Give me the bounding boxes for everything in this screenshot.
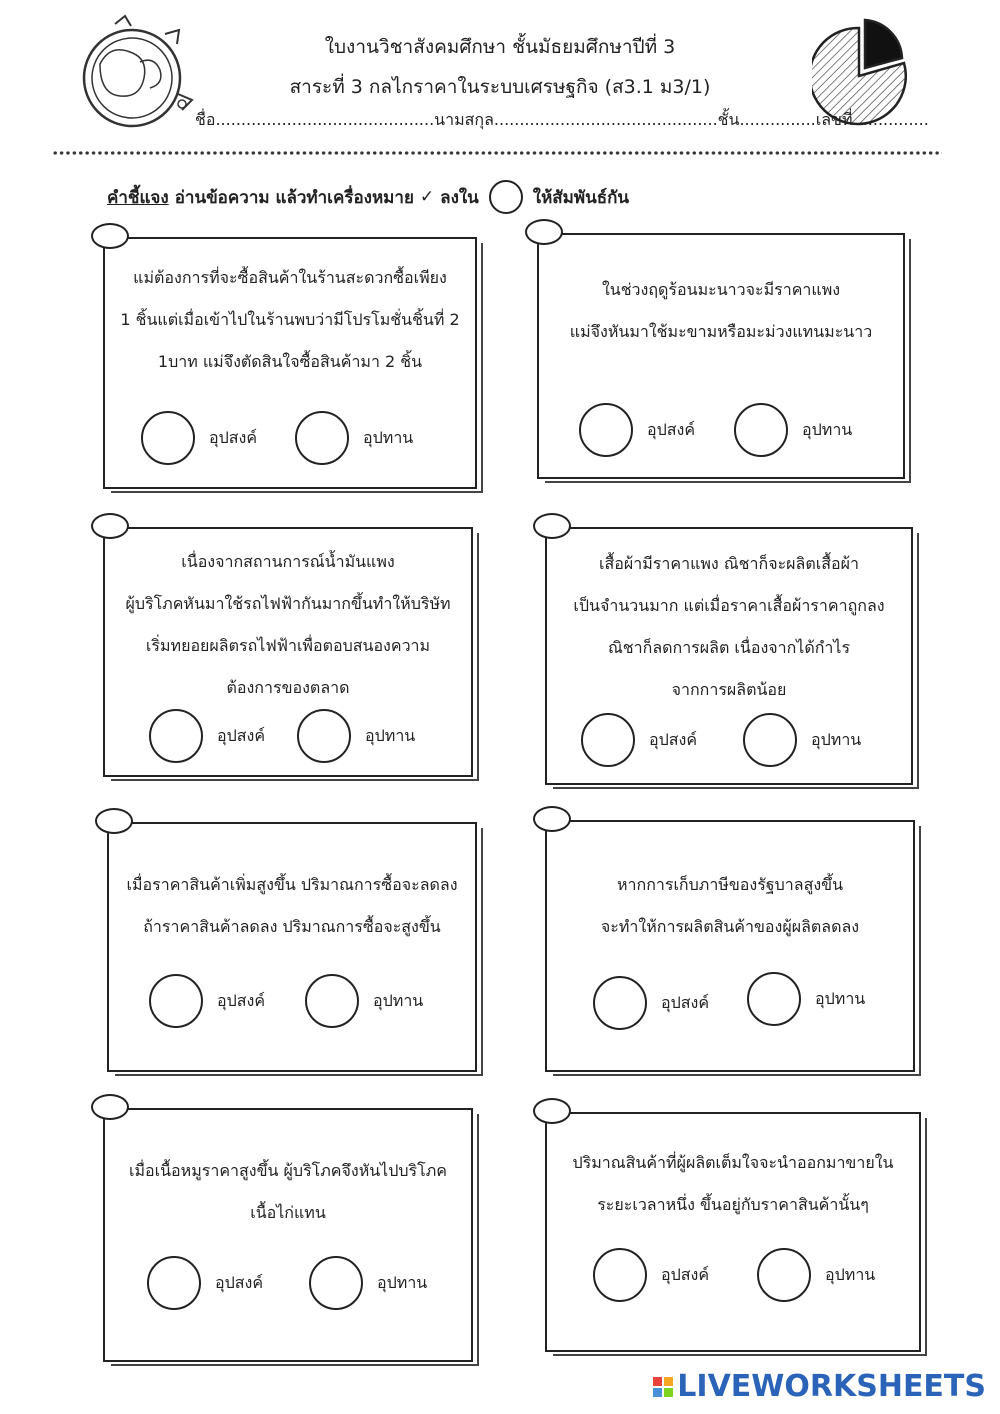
- question-card-8: [545, 1112, 921, 1352]
- answer-circle[interactable]: [295, 411, 349, 465]
- card-text: ในช่วงฤดูร้อนมะนาวจะมีราคาแพง แม่จึงหันมาใช้มะขามหรือมะม่วงแทนมะนาว: [569, 280, 873, 341]
- bubble-icon: [533, 806, 571, 832]
- instruction-text: อ่านข้อความ แล้วทำเครื่องหมาย: [174, 187, 414, 208]
- answer-circle[interactable]: [757, 1248, 811, 1302]
- answer-circle[interactable]: [734, 403, 788, 457]
- instruction-into: ลงใน: [440, 187, 479, 208]
- option-supply[interactable]: อุปทาน: [297, 709, 415, 763]
- bubble-icon: [533, 513, 571, 539]
- instruction: [107, 180, 629, 214]
- option-supply[interactable]: อุปทาน: [757, 1248, 875, 1302]
- option-demand[interactable]: อุปสงค์: [581, 713, 697, 767]
- bubble-icon: [95, 808, 133, 834]
- answer-circle[interactable]: [141, 411, 195, 465]
- answer-circle[interactable]: [149, 709, 203, 763]
- card-text: แม่ต้องการที่จะซื้อสินค้าในร้านสะดวกซื้อเพียง 1 ชิ้นแต่เมื่อเข้าไปในร้านพบว่ามีโปรโมชั่นชิ้นที่ 2 1บาท แม่จึงตัดสินใจซื้อสินค้ามา 2 ชิ้น: [120, 268, 460, 371]
- dotted-divider: [52, 150, 942, 156]
- option-demand[interactable]: อุปสงค์: [149, 974, 265, 1028]
- question-card-5: [107, 822, 477, 1072]
- instruction-relate: ให้สัมพันธ์กัน: [532, 187, 630, 208]
- option-demand[interactable]: อุปสงค์: [149, 709, 265, 763]
- bubble-icon: [533, 1098, 571, 1124]
- question-card-3: [103, 527, 473, 777]
- option-demand[interactable]: อุปสงค์: [593, 976, 709, 1030]
- option-supply[interactable]: อุปทาน: [305, 974, 423, 1028]
- worksheet-subtitle: สาระที่ 3 กลไกราคาในระบบเศรษฐกิจ (ส3.1 ม3/1): [289, 76, 711, 98]
- option-supply[interactable]: อุปทาน: [295, 411, 413, 465]
- question-card-4: [545, 527, 913, 785]
- card-text: หากการเก็บภาษีของรัฐบาลสูงขึ้น จะทำให้การผลิตสินค้าของผู้ผลิตลดลง: [600, 875, 860, 936]
- option-supply[interactable]: อุปทาน: [309, 1256, 427, 1310]
- question-card-6: [545, 820, 915, 1072]
- option-demand[interactable]: อุปสงค์: [579, 403, 695, 457]
- answer-circle[interactable]: [581, 713, 635, 767]
- circle-icon: [489, 180, 523, 214]
- checkmark-icon: ✓: [419, 187, 435, 207]
- bubble-icon: [91, 223, 129, 249]
- option-supply[interactable]: อุปทาน: [743, 713, 861, 767]
- answer-circle[interactable]: [309, 1256, 363, 1310]
- answer-circle[interactable]: [593, 976, 647, 1030]
- card-text: เนื่องจากสถานการณ์น้ำมันแพง ผู้บริโภคหันมาใช้รถไฟฟ้ากันมากขึ้นทำให้บริษัท เริ่มทยอยผลิตรถไฟฟ้าเพื่อตอบสนองความ ต้องการของตลาด: [125, 552, 451, 697]
- logo-squares-icon: [653, 1377, 673, 1397]
- option-demand[interactable]: อุปสงค์: [147, 1256, 263, 1310]
- answer-circle[interactable]: [297, 709, 351, 763]
- answer-circle[interactable]: [743, 713, 797, 767]
- card-text: เมื่อเนื้อหมูราคาสูงขึ้น ผู้บริโภคจึงหันไปบริโภค เนื้อไก่แทน: [129, 1161, 447, 1222]
- worksheet-title: ใบงานวิชาสังคมศึกษา ชั้นมัธยมศึกษาปีที่ 3: [324, 36, 676, 58]
- bubble-icon: [91, 1094, 129, 1120]
- answer-circle[interactable]: [579, 403, 633, 457]
- instruction-label: คำชี้แจง: [107, 187, 169, 208]
- student-info-line: ชื่อ...........................................นามสกุล............................................ชั้น...............เลขที่...............: [195, 110, 929, 129]
- question-card-7: [103, 1108, 473, 1362]
- card-text: ปริมาณสินค้าที่ผู้ผลิตเต็มใจจะนำออกมาขายใน ระยะเวลาหนึ่ง ขึ้นอยู่กับราคาสินค้านั้นๆ: [572, 1153, 894, 1214]
- answer-circle[interactable]: [305, 974, 359, 1028]
- bubble-icon: [525, 219, 563, 245]
- answer-circle[interactable]: [593, 1248, 647, 1302]
- answer-circle[interactable]: [147, 1256, 201, 1310]
- card-text: เสื้อผ้ามีราคาแพง ณิชาก็จะผลิตเสื้อผ้า เป็นจำนวนมาก แต่เมื่อราคาเสื้อผ้าราคาถูกลง ณิชาก็ลดการผลิต เนื่องจากได้กำไร จากการผลิตน้อย: [573, 554, 885, 699]
- bubble-icon: [91, 513, 129, 539]
- question-card-1: [103, 237, 477, 489]
- option-demand[interactable]: อุปสงค์: [593, 1248, 709, 1302]
- question-card-2: [537, 233, 905, 479]
- logo-text: LIVEWORKSHEETS: [677, 1369, 986, 1404]
- option-supply[interactable]: อุปทาน: [747, 972, 865, 1026]
- card-text: เมื่อราคาสินค้าเพิ่มสูงขึ้น ปริมาณการซื้อจะลดลง ถ้าราคาสินค้าลดลง ปริมาณการซื้อจะสูงขึ้น: [126, 875, 458, 936]
- liveworksheets-logo: [653, 1369, 986, 1404]
- option-demand[interactable]: อุปสงค์: [141, 411, 257, 465]
- answer-circle[interactable]: [149, 974, 203, 1028]
- option-supply[interactable]: อุปทาน: [734, 403, 852, 457]
- answer-circle[interactable]: [747, 972, 801, 1026]
